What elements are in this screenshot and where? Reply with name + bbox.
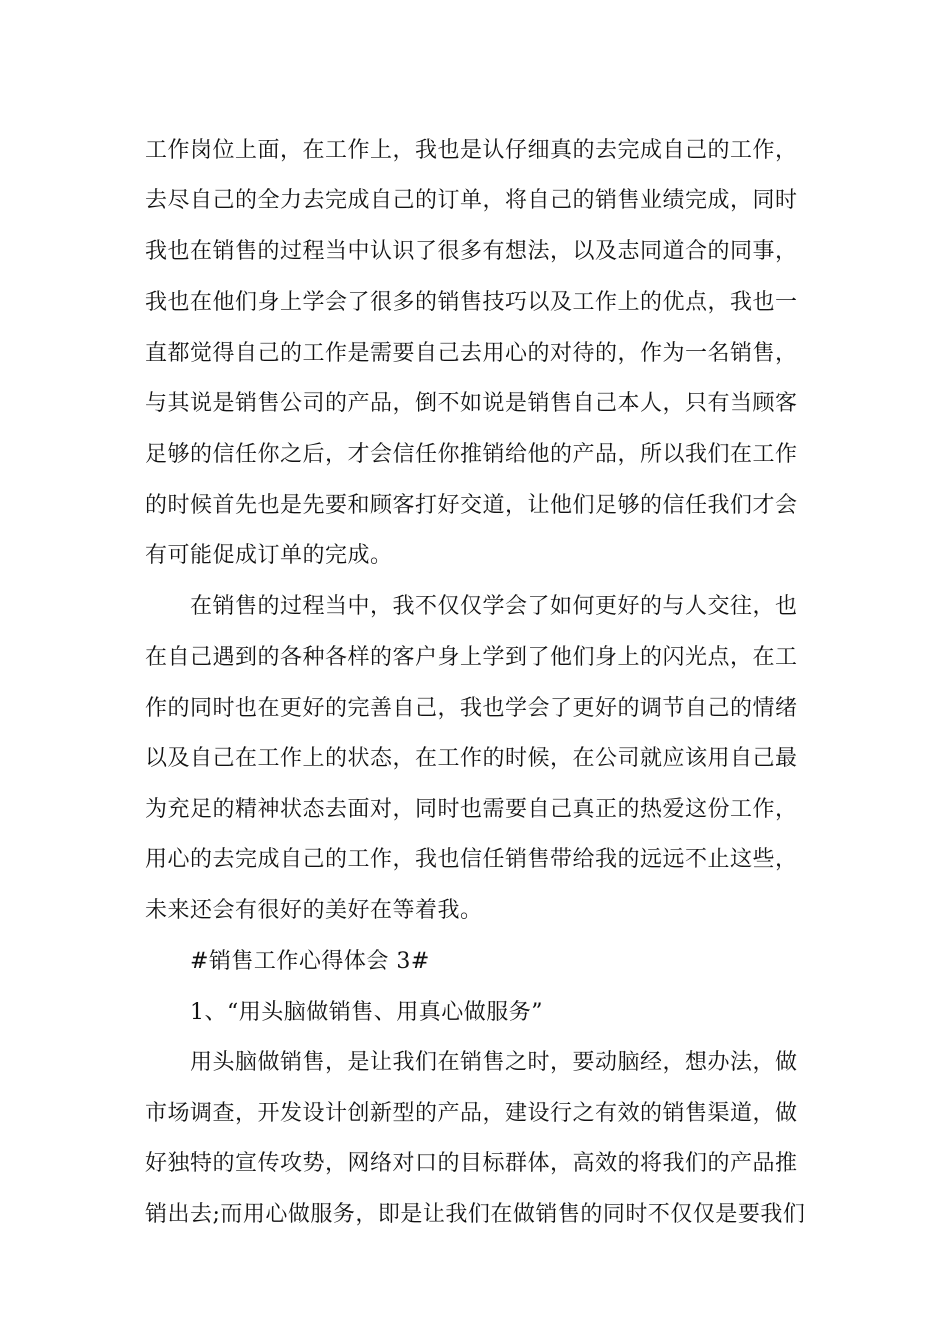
- paragraph-start-line: 在销售的过程当中，我不仅仅学会了如何更好的与人交往，也: [190, 594, 798, 619]
- text-line: 我也在他们身上学会了很多的销售技巧以及工作上的优点，我也一: [145, 290, 798, 315]
- text-line: 好独特的宣传攻势，网络对口的目标群体，高效的将我们的产品推: [145, 1151, 798, 1176]
- text-line: 作的同时也在更好的完善自己，我也学会了更好的调节自己的情绪: [145, 696, 798, 721]
- text-line: 为充足的精神状态去面对，同时也需要自己真正的热爱这份工作，: [145, 797, 798, 822]
- text-line: 在自己遇到的各种各样的客户身上学到了他们身上的闪光点，在工: [145, 645, 798, 670]
- text-line: 我也在销售的过程当中认识了很多有想法，以及志同道合的同事，: [145, 239, 798, 264]
- text-line: 与其说是销售公司的产品，倒不如说是销售自己本人，只有当顾客: [145, 391, 798, 416]
- text-line: 销出去;而用心做服务，即是让我们在做销售的同时不仅仅是要我们: [145, 1202, 806, 1227]
- paragraph-start-line: 用头脑做销售，是让我们在销售之时，要动脑经，想办法，做: [190, 1050, 798, 1075]
- text-line: 市场调查，开发设计创新型的产品，建设行之有效的销售渠道，做: [145, 1101, 798, 1126]
- section-heading: #销售工作心得体会 3#: [190, 949, 430, 974]
- text-line: 用心的去完成自己的工作，我也信任销售带给我的远远不止这些，: [145, 847, 798, 872]
- text-line: 的时候首先也是先要和顾客打好交道，让他们足够的信任我们才会: [145, 493, 798, 518]
- subheading: 1、“用头脑做销售、用真心做服务”: [190, 1000, 543, 1025]
- text-line: 有可能促成订单的完成。: [145, 543, 393, 568]
- text-line: 去尽自己的全力去完成自己的订单，将自己的销售业绩完成，同时: [145, 188, 798, 213]
- text-line: 以及自己在工作上的状态，在工作的时候，在公司就应该用自己最: [145, 746, 798, 771]
- text-line: 足够的信任你之后，才会信任你推销给他的产品，所以我们在工作: [145, 442, 798, 467]
- text-line: 直都觉得自己的工作是需要自己去用心的对待的，作为一名销售，: [145, 341, 798, 366]
- text-line: 工作岗位上面，在工作上，我也是认仔细真的去完成自己的工作，: [145, 138, 798, 163]
- text-line: 未来还会有很好的美好在等着我。: [145, 898, 483, 923]
